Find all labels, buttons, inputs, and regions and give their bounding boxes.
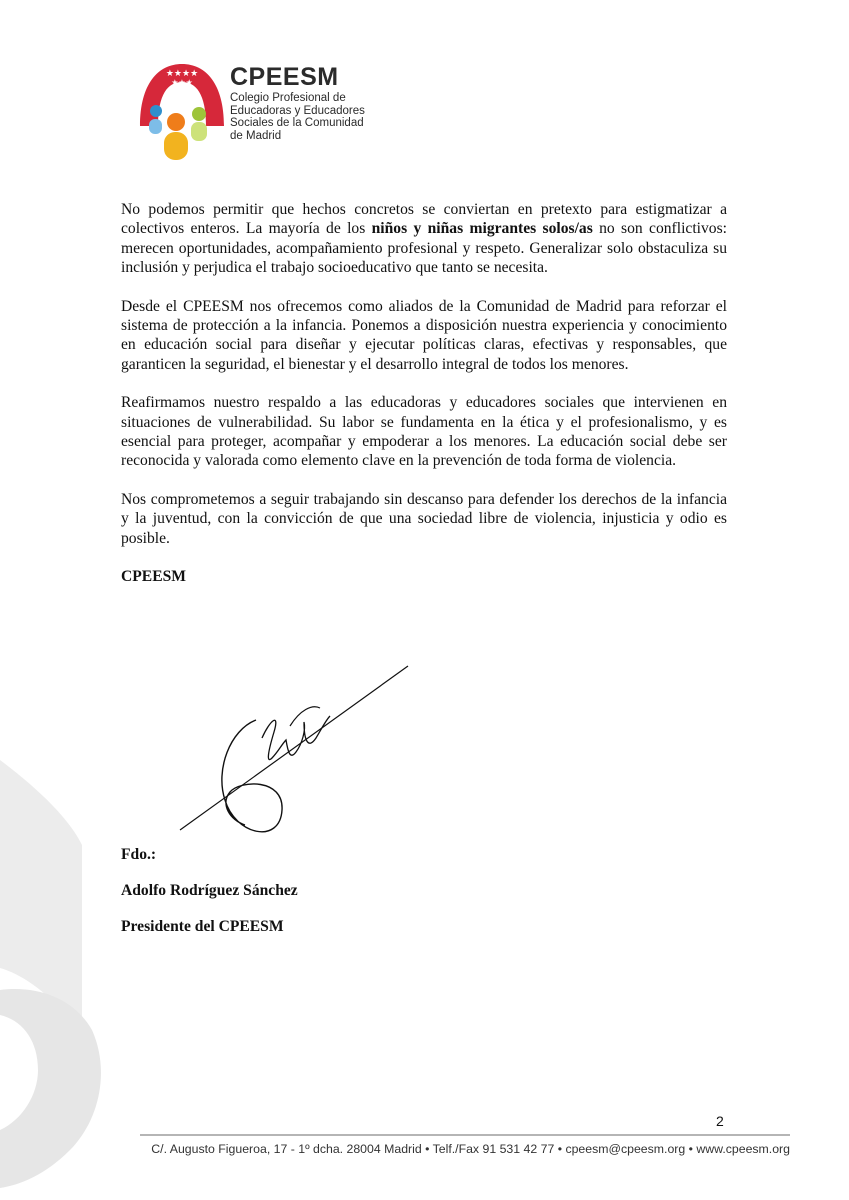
cpeesm-logo <box>136 56 228 168</box>
logo-text <box>230 64 365 142</box>
signer-name: Adolfo Rodríguez Sánchez <box>121 882 298 899</box>
org-name-line: Educadoras y Educadores <box>230 104 365 117</box>
paragraph-text: No podemos permitir que hechos concretos se conviertan en pretexto para estigmatizar a colectivos enteros. La mayoría de los <box>121 201 727 238</box>
paragraph-2: Desde el CPEESM nos ofrecemos como aliados de la Comunidad de Madrid para reforzar el sistema de protección a la infancia. Ponemos a disposición nuestra experiencia y conocimiento en educación social para diseñar y ejecutar políticas claras, efectivas y responsables, que garanticen la seguridad, el bienestar y el desarrollo integral de todos los menores. <box>121 297 727 373</box>
paragraph-text: no son conflictivos: merecen oportunidades, acompañamiento profesional y respeto. Generalizar solo obstaculiza su inclusión y perjudica el trabajo socioeducativo que tanto se necesita. <box>121 220 727 277</box>
svg-text:★★★: ★★★ <box>171 78 193 87</box>
footer-contact: C/. Augusto Figueroa, 17 - 1º dcha. 28004 Madrid • Telf./Fax 91 531 42 77 • cpeesm@cpeesm.org • www.cpeesm.org <box>151 1142 790 1156</box>
paragraph-4: Nos comprometemos a seguir trabajando sin descanso para defender los derechos de la infancia y la juventud, con la convicción de que una sociedad libre de violencia, injusticia y odio es posible. <box>121 490 727 547</box>
org-name-line: Sociales de la Comunidad <box>230 117 364 129</box>
paragraph-1 <box>121 200 727 278</box>
org-short-name: CPEESM <box>230 63 339 91</box>
page-number: 2 <box>716 1113 724 1129</box>
svg-text:★★★★: ★★★★ <box>165 69 199 79</box>
paragraph-emphasis: niños y niñas migrantes solos/as <box>371 220 593 238</box>
org-name-line: Colegio Profesional de <box>230 92 346 104</box>
letter-body <box>121 200 727 587</box>
paragraph-3: Reafirmamos nuestro respaldo a las educadoras y educadores sociales que intervienen en situaciones de vulnerabilidad. Su labor se fundamenta en la ética y el profesionalismo, y es esencial para proteger, acompañar y empoderar a los menores. La educación social debe ser reconocida y valorada como elemento clave en la prevención de toda forma de violencia. <box>121 394 727 470</box>
signer-role: Presidente del CPEESM <box>121 918 284 935</box>
handwritten-signature <box>170 660 420 850</box>
signature-label: Fdo.: <box>121 846 157 863</box>
footer-divider <box>140 1134 790 1136</box>
org-name-line: de Madrid <box>230 129 282 142</box>
org-full-name <box>230 92 365 142</box>
signoff-org: CPEESM <box>121 568 186 586</box>
